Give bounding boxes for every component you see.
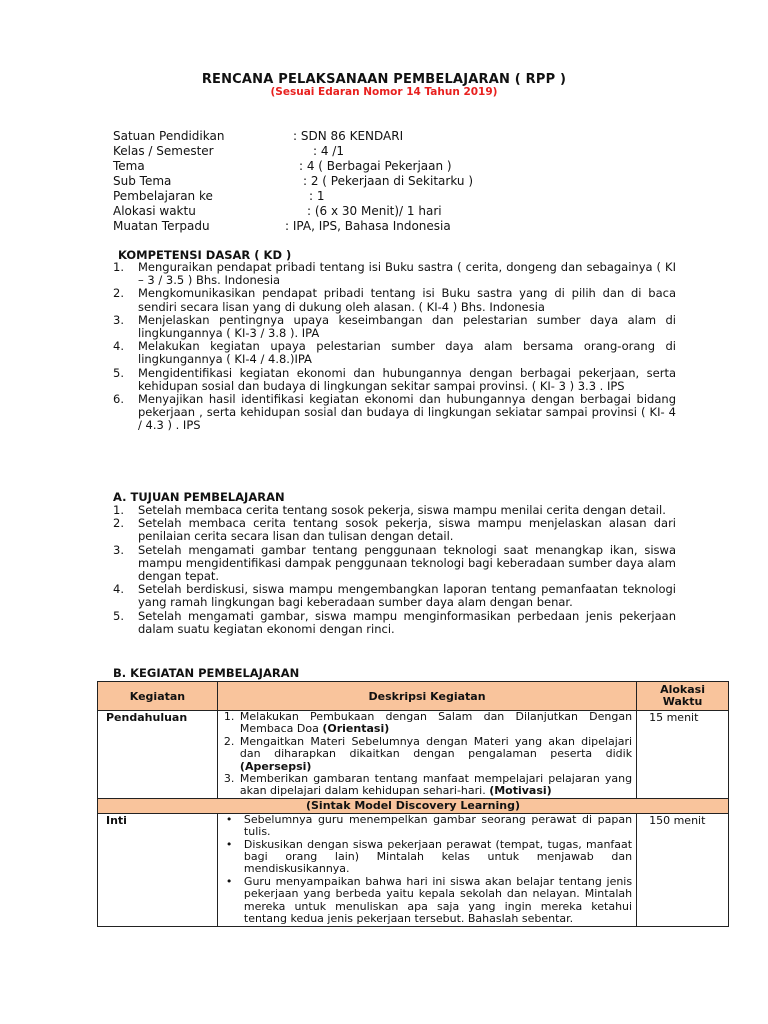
inti-description — [217, 813, 636, 926]
list-item-text: Mengaitkan Materi Sebelumnya dengan Materi yang akan dipelajari dan diharapkan dikaitkan dengan pengalaman peserta didik — [239, 734, 633, 761]
kd-heading: KOMPETENSI DASAR ( KD ) — [118, 248, 292, 262]
bullet-icon: • — [225, 874, 233, 888]
kd-item — [113, 287, 676, 313]
identity-label: Satuan Pendidikan — [113, 129, 225, 143]
kd-item — [113, 393, 676, 433]
sintak-row — [98, 798, 729, 813]
kd-item-text: Menyajikan hasil identifikasi kegiatan ekonomi dan hubungannya dengan berbagai bidang pekerjaan , serta kehidupan sosial dan budaya di lingkungan sekiatar sampai provinsi ( KI- 4 / 4.3 ) . IPS — [138, 392, 676, 433]
kd-item — [113, 367, 676, 393]
sintak-banner: (Sintak Model Discovery Learning) — [98, 798, 729, 813]
list-item-number: 3. — [223, 772, 235, 786]
tujuan-item-text: Setelah berdiskusi, siswa mampu mengembangkan laporan tentang pemanfaatan teknologi yang ramah lingkungan bagi keberadaan sumber daya alam dengan benar. — [138, 582, 676, 610]
identity-label: Tema — [113, 159, 145, 173]
table-header-row — [98, 682, 729, 711]
tujuan-item-number: 2. — [113, 516, 124, 531]
identity-value: : 1 — [309, 189, 325, 203]
tujuan-item-number: 5. — [113, 608, 124, 623]
list-item — [222, 839, 632, 876]
tujuan-heading: A. TUJUAN PEMBELAJARAN — [113, 490, 285, 504]
list-item-text: Guru menyampaikan bahwa hari ini siswa akan belajar tentang jenis pekerjaan yang berbeda yaitu kepala sekolah dan nelayan. Mintalah mereka untuk menuliskan apa saja yang ingin mereka ketahui tentang kedua jenis pekerjaan tersebut. Bahaslah sebentar. — [243, 874, 633, 926]
list-item-text: Memberikan gambaran tentang manfaat mempelajari pelajaran yang akan dipelajari dalam kehidupan sehari-hari. — [239, 772, 633, 798]
table-row — [98, 813, 729, 926]
list-item — [222, 736, 632, 773]
kd-item-number: 4. — [113, 339, 124, 354]
tujuan-item — [113, 610, 676, 636]
tujuan-item-number: 1. — [113, 503, 124, 517]
kd-item-text: Melakukan kegiatan upaya pelestarian sumber daya alam bersama orang-orang di lingkungannya ( KI-4 / 4.8.)IPA — [138, 339, 676, 367]
identity-value: : (6 x 30 Menit)/ 1 hari — [307, 204, 442, 218]
table-row — [98, 711, 729, 799]
document-title: RENCANA PELAKSANAAN PEMBELAJARAN ( RPP ) — [201, 72, 567, 87]
kd-item-number: 3. — [113, 312, 124, 327]
kd-item — [113, 314, 676, 340]
document-subtitle: (Sesuai Edaran Nomor 14 Tahun 2019) — [270, 86, 498, 98]
tujuan-item-text: Setelah membaca cerita tentang sosok pekerja, siswa mampu menjelaskan alasan dari penilaian cerita secara lisan dan tulisan dengan detail. — [138, 516, 676, 544]
kd-item-number: 5. — [113, 365, 124, 380]
list-item-number: 2. — [223, 734, 235, 748]
identity-value: : 4 ( Berbagai Pekerjaan ) — [299, 159, 452, 173]
kd-item-text: Mengkomunikasikan pendapat pribadi tentang isi Buku sastra yang di pilih dan di baca sendiri secara lisan yang di dukung oleh alasan. ( KI-4 ) Bhs. Indonesia — [138, 286, 676, 314]
duration-pendahuluan: 15 menit — [637, 711, 729, 799]
tujuan-item — [113, 544, 676, 584]
list-item-text: Melakukan Pembukaan dengan Salam dan Dilanjutkan Dengan Membaca Doa — [239, 710, 633, 736]
tujuan-item-text: Setelah membaca cerita tentang sosok pekerja, siswa mampu menilai cerita dengan detail. — [138, 503, 666, 517]
identity-value: : SDN 86 KENDARI — [293, 129, 404, 143]
tujuan-item-text: Setelah mengamati gambar tentang penggunaan teknologi saat menangkap ikan, siswa mampu mengidentifikasi dampak penggunaan teknologi bagi keberadaan sumber daya alam dengan tepat. — [138, 542, 676, 584]
identity-value: : 2 ( Pekerjaan di Sekitarku ) — [303, 174, 474, 188]
tujuan-item-number: 4. — [113, 582, 124, 597]
list-item-phase-tag: (Apersepsi) — [239, 759, 312, 773]
kd-item-text: Menjelaskan pentingnya upaya keseimbangan dan pelestarian sumber daya alam di lingkungannya ( KI-3 / 3.8 ). IPA — [138, 312, 676, 341]
list-item-text: Diskusikan dengan siswa pekerjaan perawat (tempat, tugas, manfaat bagi orang lain) Mintalah kelas untuk menjawab dan mendiskusikannya. — [243, 837, 633, 876]
list-item-phase-tag: (Motivasi) — [489, 784, 552, 798]
kd-item-number: 1. — [113, 260, 124, 274]
identity-label: Alokasi waktu — [113, 204, 196, 218]
list-item-text: Sebelumnya guru menempelkan gambar seorang perawat di papan tulis. — [243, 812, 633, 839]
tujuan-list — [113, 504, 676, 636]
identity-label: Kelas / Semester — [113, 144, 214, 158]
kd-list — [113, 261, 676, 433]
kd-item-number: 2. — [113, 286, 124, 301]
identity-value: : 4 /1 — [313, 144, 344, 158]
header-kegiatan: Kegiatan — [98, 682, 218, 711]
identity-label: Sub Tema — [113, 174, 172, 188]
list-item — [222, 876, 632, 926]
kd-item-number: 6. — [113, 392, 124, 407]
kegiatan-heading: B. KEGIATAN PEMBELAJARAN — [113, 666, 300, 680]
tujuan-item — [113, 583, 676, 609]
bullet-icon: • — [225, 812, 233, 826]
kd-item — [113, 340, 676, 366]
phase-inti: Inti — [98, 813, 218, 926]
bullet-icon: • — [225, 837, 233, 851]
list-item-phase-tag: (Orientasi) — [322, 722, 390, 736]
duration-inti: 150 menit — [637, 813, 729, 926]
tujuan-item-number: 3. — [113, 542, 124, 557]
header-alokasi: Alokasi Waktu — [637, 682, 729, 711]
kd-item — [113, 261, 676, 287]
tujuan-item-text: Setelah mengamati gambar, siswa mampu menginformasikan perbedaan jenis pekerjaan dalam suatu kegiatan ekonomi dengan rinci. — [138, 608, 676, 636]
phase-pendahuluan: Pendahuluan — [98, 711, 218, 799]
list-item-number: 1. — [223, 710, 235, 723]
kd-item-text: Mengidentifikasi kegiatan ekonomi dan hubungannya dengan berbagai pekerjaan, serta kehidupan sosial dan budaya di lingkungan sekitar sampai provinsi. ( KI- 3 ) 3.3 . IPS — [138, 365, 676, 393]
kegiatan-table — [97, 681, 729, 927]
identity-label: Pembelajaran ke — [113, 189, 213, 203]
identity-value: : IPA, IPS, Bahasa Indonesia — [285, 219, 451, 233]
pendahuluan-description — [217, 711, 636, 799]
kd-item-text: Menguraikan pendapat pribadi tentang isi Buku sastra ( cerita, dongeng dan sebagainya ( KI – 3 / 3.5 ) Bhs. Indonesia — [138, 260, 676, 288]
tujuan-item — [113, 517, 676, 543]
list-item — [222, 711, 632, 736]
list-item — [222, 814, 632, 839]
list-item — [222, 773, 632, 798]
header-deskripsi: Deskripsi Kegiatan — [217, 682, 636, 711]
identity-label: Muatan Terpadu — [113, 219, 210, 233]
